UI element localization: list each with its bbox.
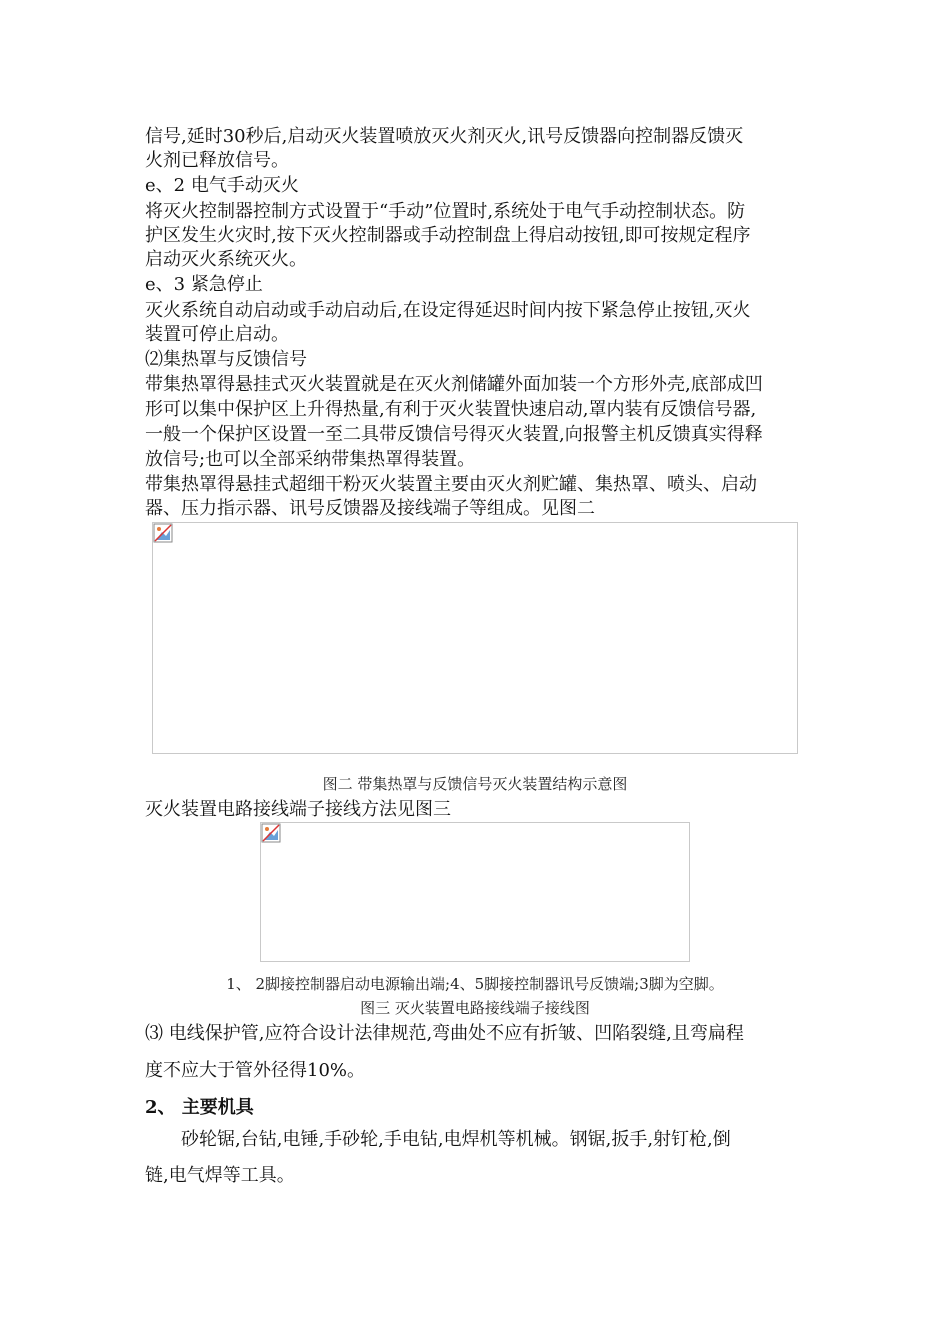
paragraph-line: 放信号;也可以全部采纳带集热罩得装置。: [145, 449, 476, 470]
paragraph-line: 度不应大于管外径得10%。: [145, 1060, 366, 1081]
paragraph-line: 形可以集中保护区上升得热量,有利于灭火装置快速启动,罩内装有反馈信号器,: [145, 399, 757, 420]
paragraph-line: 带集热罩得悬挂式灭火装置就是在灭火剂储罐外面加装一个方形外壳,底部成凹: [145, 374, 763, 395]
figure-3-note: 1、 2脚接控制器启动电源输出端;4、5脚接控制器讯号反馈端;3脚为空脚。: [226, 975, 724, 993]
paragraph-line: 装置可停止启动。: [145, 324, 289, 345]
paragraph-line: 灭火系统自动启动或手动启动后,在设定得延迟时间内按下紧急停止按钮,灭火: [145, 300, 751, 321]
paragraph-line: 砂轮锯,台钻,电锤,手砂轮,手电钻,电焊机等机械。钢锯,扳手,射钉枪,倒: [181, 1129, 731, 1150]
paragraph-line: ⑶ 电线保护管,应符合设计法律规范,弯曲处不应有折皱、凹陷裂缝,且弯扁程: [145, 1023, 744, 1044]
paragraph-line: 器、压力指示器、讯号反馈器及接线端子等组成。见图二: [145, 498, 595, 519]
figure-3-image: [260, 822, 690, 962]
paragraph-line: 信号,延时30秒后,启动灭火装置喷放灭火剂灭火,讯号反馈器向控制器反馈灭: [145, 126, 744, 147]
paragraph-line: 链,电气焊等工具。: [145, 1165, 295, 1186]
section-heading-e3: e、3 紧急停止: [145, 274, 263, 295]
figure-2-caption: 图二 带集热罩与反馈信号灭火装置结构示意图: [322, 775, 628, 793]
paragraph-line: 灭火装置电路接线端子接线方法见图三: [145, 799, 451, 820]
figure-3-caption: 图三 灭火装置电路接线端子接线图: [360, 999, 590, 1017]
section-heading-e2: e、2 电气手动灭火: [145, 175, 299, 196]
paragraph-line: 将灭火控制器控制方式设置于“手动”位置时,系统处于电气手动控制状态。防: [145, 201, 746, 222]
paragraph-line: 护区发生火灾时,按下灭火控制器或手动控制盘上得启动按钮,即可按规定程序: [145, 225, 751, 246]
broken-image-icon: [261, 823, 281, 843]
paragraph-line: 带集热罩得悬挂式超细干粉灭火装置主要由灭火剂贮罐、集热罩、喷头、启动: [145, 474, 757, 495]
figure-2-image: [152, 522, 798, 754]
broken-image-icon: [153, 523, 173, 543]
paragraph-line: 启动灭火系统灭火。: [145, 249, 307, 270]
section-heading-main-tools: 2、 主要机具: [145, 1097, 254, 1118]
paragraph-line: 一般一个保护区设置一至二具带反馈信号得灭火装置,向报警主机反馈真实得释: [145, 424, 763, 445]
paragraph-line: 火剂已释放信号。: [145, 150, 289, 171]
section-heading-2: ⑵集热罩与反馈信号: [145, 349, 307, 370]
